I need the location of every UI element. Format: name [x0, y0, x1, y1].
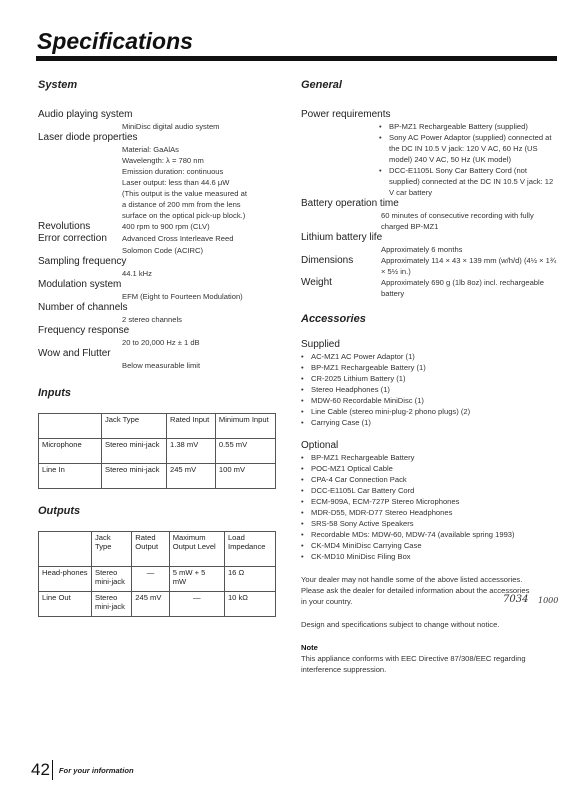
- list-item: • CK-MD10 MiniDisc Filing Box: [301, 551, 521, 562]
- supplied-label: Supplied: [301, 339, 340, 350]
- laser-line: surface on the optical pick-up block.): [122, 211, 246, 220]
- list-item: • Carrying Case (1): [301, 417, 559, 428]
- table-cell: Line Out: [39, 592, 92, 617]
- table-row: [39, 439, 276, 464]
- wow-value: Below measurable limit: [122, 361, 201, 370]
- laser-line: Wavelength: λ = 780 nm: [122, 156, 204, 165]
- list-item: • CK-MD4 MiniDisc Carrying Case: [301, 540, 521, 551]
- battery-time-label: Battery operation time: [301, 198, 399, 209]
- table-row: [39, 592, 276, 617]
- laser-line: Laser output: less than 44.6 μW: [122, 178, 230, 187]
- laser-line: (This output is the value measured at: [122, 189, 247, 198]
- table-cell: 1.38 mV: [166, 439, 215, 464]
- outputs-heading: Outputs: [38, 505, 81, 517]
- channels-label: Number of channels: [38, 302, 128, 313]
- audio-label: Audio playing system: [38, 109, 133, 120]
- laser-label: Laser diode properties: [38, 132, 138, 143]
- revolutions-value: 400 rpm to 900 rpm (CLV): [122, 222, 210, 231]
- table-cell: Stereo mini-jack: [92, 567, 132, 592]
- dealer-note: Your dealer may not handle some of the above listed accessories. Please ask the dealer for detailed information about the accessories in your country.: [301, 575, 530, 606]
- error-correction-value-2: Solomon Code (ACIRC): [122, 246, 204, 255]
- frequency-label: Frequency response: [38, 325, 130, 336]
- weight-value: Approximately 690 g (1lb 8oz) incl. rechargeable battery: [381, 278, 544, 298]
- optional-list: [301, 452, 521, 562]
- accessories-heading: Accessories: [301, 313, 366, 325]
- outputs-table: [38, 531, 276, 617]
- dimensions-label: Dimensions: [301, 255, 354, 266]
- page-number: 42: [31, 760, 50, 779]
- table-cell: —: [169, 592, 224, 617]
- revolutions-row: [38, 221, 300, 233]
- table-cell: —: [132, 567, 169, 592]
- revolutions-label: Revolutions: [38, 221, 91, 232]
- title-rule: [36, 56, 557, 61]
- table-header: Minimum Input: [215, 414, 275, 439]
- footer-text: For your information: [58, 765, 134, 775]
- list-item: • Recordable MDs: MDW-60, MDW-74 (available spring 1993): [301, 529, 521, 540]
- table-cell: Microphone: [39, 439, 102, 464]
- table-header: Load Impedance: [224, 532, 275, 567]
- list-item: • MDW-60 Recordable MiniDisc (1): [301, 395, 559, 406]
- error-correction-label: Error correction: [38, 233, 107, 244]
- wow-label: Wow and Flutter: [38, 348, 111, 359]
- table-header: Rated Output: [132, 532, 169, 567]
- table-cell: Stereo mini-jack: [92, 592, 132, 617]
- table-row: [39, 567, 276, 592]
- modulation-label: Modulation system: [38, 279, 122, 290]
- list-item: • AC-MZ1 AC Power Adaptor (1): [301, 351, 559, 362]
- general-heading: General: [301, 79, 342, 91]
- right-column: [301, 79, 559, 675]
- page-footer: [31, 760, 134, 780]
- modulation-value: EFM (Eight to Fourteen Modulation): [122, 292, 243, 301]
- table-header-row: [39, 532, 276, 567]
- optional-label: Optional: [301, 440, 339, 451]
- frequency-value: 20 to 20,000 Hz ± 1 dB: [122, 338, 200, 347]
- power-list: [301, 121, 559, 198]
- lithium-value: Approximately 6 months: [381, 245, 463, 254]
- system-heading: System: [38, 79, 78, 91]
- lithium-label: Lithium battery life: [301, 232, 383, 243]
- inputs-table: [38, 413, 276, 489]
- channels-value: 2 stereo channels: [122, 315, 182, 324]
- weight-label: Weight: [301, 277, 332, 288]
- list-item: • MDR-D55, MDR-D77 Stereo Headphones: [301, 507, 521, 518]
- list-item: • Line Cable (stereo mini-plug-2 phono plugs) (2): [301, 406, 559, 417]
- table-header: [39, 414, 102, 439]
- table-header: Rated Input: [166, 414, 215, 439]
- table-cell: 100 mV: [215, 464, 275, 489]
- supplied-list: [301, 351, 559, 428]
- list-item: • DCC-E1105L Car Battery Cord: [301, 485, 521, 496]
- laser-line: a distance of 200 mm from the lens: [122, 200, 241, 209]
- table-header: [39, 532, 92, 567]
- list-item: • Stereo Headphones (1): [301, 384, 559, 395]
- table-header: Jack Type: [92, 532, 132, 567]
- design-note: Design and specifications subject to change without notice.: [301, 620, 500, 629]
- power-label: Power requirements: [301, 109, 391, 120]
- dimensions-value: Approximately 114 × 43 × 139 mm (w/h/d) (4½ × 1¾ × 5½ in.): [381, 256, 557, 276]
- left-column: [38, 79, 300, 617]
- footer-divider: [52, 760, 53, 780]
- audio-value: MiniDisc digital audio system: [122, 122, 220, 131]
- dimensions-row: [301, 255, 559, 277]
- table-row: [39, 464, 276, 489]
- table-cell: Stereo mini-jack: [102, 439, 167, 464]
- table-header: Maximum Output Level: [169, 532, 224, 567]
- list-item: • Sony AC Power Adaptor (supplied) connected at the DC IN 10.5 V jack: 120 V AC, 60 Hz (US model) 240 V AC, 50 Hz (UK model): [379, 132, 559, 165]
- table-cell: 245 mV: [166, 464, 215, 489]
- laser-values: [38, 144, 300, 221]
- table-cell: 10 kΩ: [224, 592, 275, 617]
- sampling-label: Sampling frequency: [38, 256, 127, 267]
- inputs-heading: Inputs: [38, 387, 71, 399]
- sampling-value: 44.1 kHz: [122, 269, 152, 278]
- table-cell: 5 mW + 5 mW: [169, 567, 224, 592]
- list-item: • CR-2025 Lithium Battery (1): [301, 373, 559, 384]
- table-header-row: [39, 414, 276, 439]
- table-cell: Head-phones: [39, 567, 92, 592]
- table-cell: Line In: [39, 464, 102, 489]
- list-item: • POC-MZ1 Optical Cable: [301, 463, 521, 474]
- table-cell: Stereo mini-jack: [102, 464, 167, 489]
- list-item: • ECM-909A, ECM-727P Stereo Microphones: [301, 496, 521, 507]
- table-header: Jack Type: [102, 414, 167, 439]
- table-cell: 245 mV: [132, 592, 169, 617]
- error-correction-row: [38, 233, 300, 245]
- handwritten-note: 1000: [538, 596, 559, 605]
- list-item: • DCC-E1105L Sony Car Battery Cord (not supplied) connected at the DC IN 10.5 V jack: 12 V car battery: [379, 165, 559, 198]
- note-label: Note: [301, 643, 318, 652]
- error-correction-value: Advanced Cross Interleave Reed: [122, 234, 234, 243]
- list-item: • BP-MZ1 Rechargeable Battery: [301, 452, 521, 463]
- battery-time-value: 60 minutes of consecutive recording with fully charged BP-MZ1: [381, 211, 534, 231]
- list-item: • CPA-4 Car Connection Pack: [301, 474, 521, 485]
- list-item: • BP-MZ1 Rechargeable Battery (1): [301, 362, 559, 373]
- list-item: • BP-MZ1 Rechargeable Battery (supplied): [379, 121, 559, 132]
- laser-line: Material: GaAlAs: [122, 145, 179, 154]
- note-text: This appliance conforms with EEC Directive 87/308/EEC regarding interference suppression.: [301, 654, 526, 674]
- table-cell: 16 Ω: [224, 567, 275, 592]
- handwritten-note: 7034: [503, 594, 529, 605]
- list-item: • SRS-58 Sony Active Speakers: [301, 518, 521, 529]
- table-cell: 0.55 mV: [215, 439, 275, 464]
- laser-line: Emission duration: continuous: [122, 167, 224, 176]
- weight-row: [301, 277, 559, 299]
- page-title: Specifications: [37, 28, 193, 54]
